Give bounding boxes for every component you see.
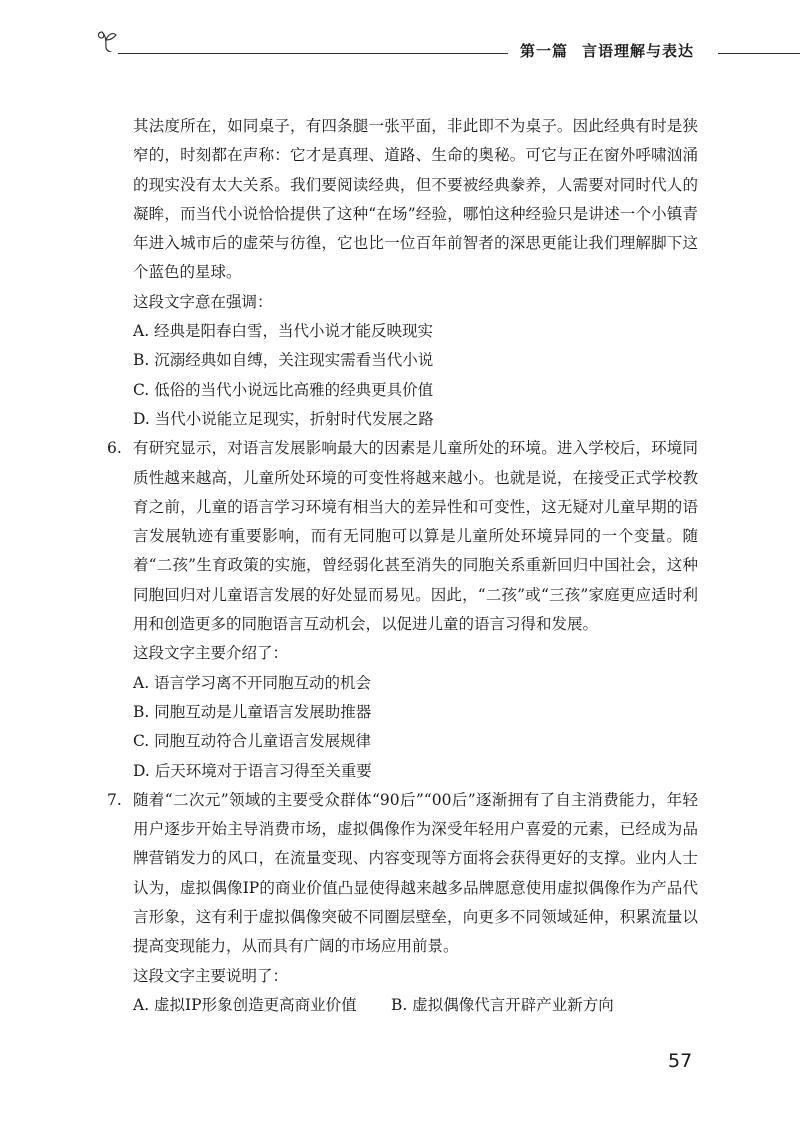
page-number: 57	[668, 1050, 693, 1072]
passage-5-prompt: 这段文字意在强调：	[133, 292, 273, 311]
passage-5-text: 其法度所在，如同桌子，有四条腿一张平面，非此即不为桌子。因此经典有时是狭窄的，时刻都在声称：它才是真理、道路、生命的奥秘。可它与正在窗外呼啸汹涌的现实没有太大关系。我们要阅读经典，但不要被经典豢养，人需要对同时代人的凝眸，而当代小说恰恰提供了这种“在场”经验，哪怕这种经验只是讲述一个小镇青年进入城市后的虚荣与彷徨，它也比一位百年前智者的深思更能让我们理解脚下这个蓝色的星球。	[133, 117, 698, 282]
question-6-option-c: C. 同胞互动符合儿童语言发展规律	[133, 732, 372, 751]
question-7-option-a: A. 虚拟IP形象创造更高商业价值	[133, 995, 357, 1014]
question-7-option-b: B. 虚拟偶像代言开辟产业新方向	[391, 995, 614, 1014]
chapter-title	[520, 40, 694, 61]
sprout-icon	[96, 26, 130, 52]
page-content	[107, 112, 698, 1020]
question-7-options	[133, 991, 698, 1020]
chapter-part: 第一篇	[520, 42, 569, 60]
question-6	[107, 434, 698, 786]
question-7-prompt: 这段文字主要说明了：	[133, 966, 289, 985]
question-6-option-a: A. 语言学习离不开同胞互动的机会	[133, 673, 372, 692]
question-6-prompt: 这段文字主要介绍了：	[133, 644, 289, 663]
question-7-text: 随着“二次元”领域的主要受众群体“90后”“00后”逐渐拥有了自主消费能力，年轻用户逐步开始主导消费市场，虚拟偶像作为深受年轻用户喜爱的元素，已经成为品牌营销发力的风口，在流量变现、内容变现等方面将会获得更好的支撑。业内人士认为，虚拟偶像IP的商业价值凸显使得越来越多品牌愿意使用虚拟偶像作为产品代言形象，这有利于虚拟偶像突破不同圈层壁垒，向更多不同领域延伸，积累流量以提高变现能力，从而具有广阔的市场应用前景。	[133, 790, 698, 956]
header-rule-left	[118, 53, 508, 54]
header-rule-right	[718, 53, 800, 54]
page-header	[0, 0, 800, 80]
question-6-number: 6.	[107, 439, 122, 458]
question-7-number: 7.	[107, 790, 122, 809]
question-7	[107, 786, 698, 1020]
passage-5-option-b: B. 沉溺经典如自缚，关注现实需看当代小说	[133, 351, 434, 370]
chapter-name: 言语理解与表达	[582, 42, 695, 60]
question-6-option-d: D. 后天环境对于语言习得至关重要	[133, 761, 372, 780]
question-6-option-b: B. 同胞互动是儿童语言发展助推器	[133, 702, 372, 721]
passage-5-option-a: A. 经典是阳春白雪，当代小说才能反映现实	[133, 322, 434, 341]
passage-5-option-c: C. 低俗的当代小说远比高雅的经典更具价值	[133, 380, 434, 399]
passage-5-option-d: D. 当代小说能立足现实，折射时代发展之路	[133, 409, 434, 428]
question-6-text: 有研究显示，对语言发展影响最大的因素是儿童所处的环境。进入学校后，环境同质性越来越高，儿童所处环境的可变性将越来越小。也就是说，在接受正式学校教育之前，儿童的语言学习环境有相当大的差异性和可变性，这无疑对儿童早期的语言发展轨迹有重要影响，而有无同胞可以算是儿童所处环境异同的一个变量。随着“二孩”生育政策的实施，曾经弱化甚至消失的同胞关系重新回归中国社会，这种同胞回归对儿童语言发展的好处显而易见。因此，“二孩”或“三孩”家庭更应适时利用和创造更多的同胞语言互动机会，以促进儿童的语言习得和发展。	[133, 439, 698, 634]
passage-5-tail	[133, 112, 698, 434]
